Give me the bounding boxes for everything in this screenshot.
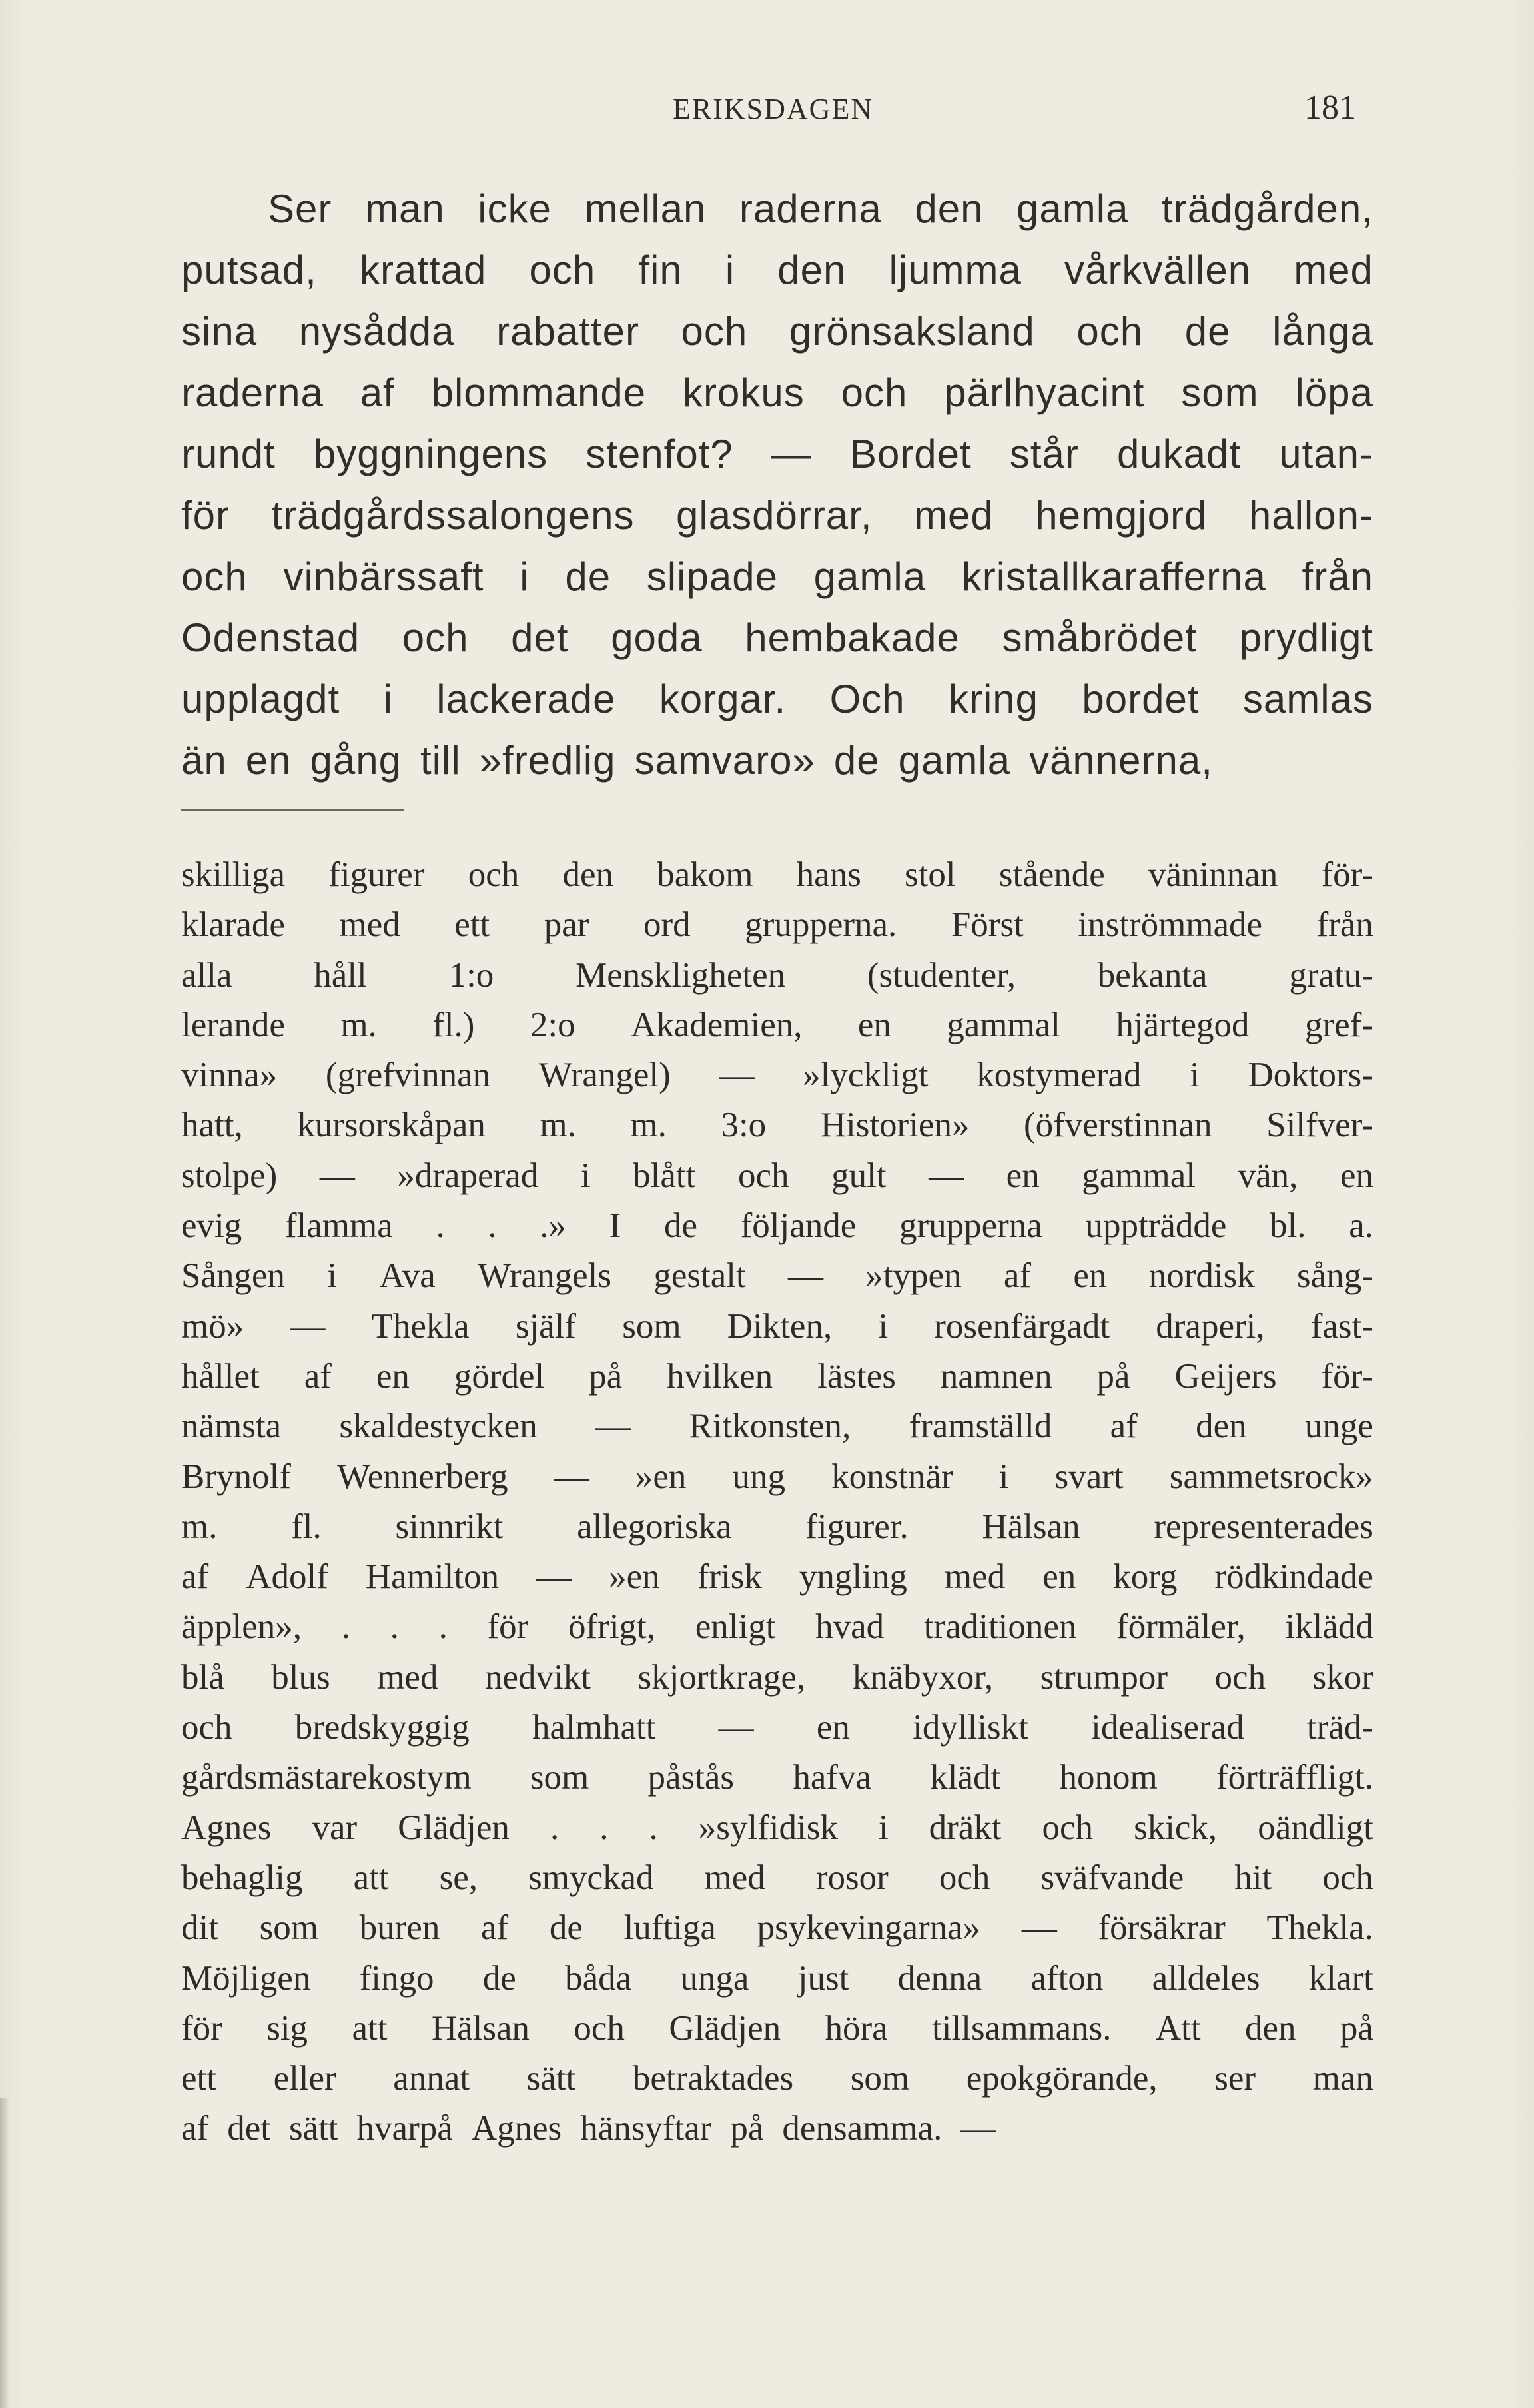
footnote-line: Sången i Ava Wrangels gestalt — »typen af en nordisk sång- (181, 1256, 1373, 1296)
main-text-line: Odenstad och det goda hembakade småbrödet prydligt (181, 615, 1373, 660)
binding-shadow (0, 2098, 9, 2408)
main-text-line: sina nysådda rabatter och grönsaksland och de långa (181, 309, 1373, 354)
footnote-line: klarade med ett par ord grupperna. Först inströmmade från (181, 905, 1373, 945)
footnote-line: m. fl. sinnrikt allegoriska figurer. Hälsan representerades (181, 1507, 1373, 1546)
main-text-line: och vinbärssaft i de slipade gamla kristallkarafferna från (181, 554, 1373, 599)
main-text-line: raderna af blommande krokus och pärlhyacint som löpa (181, 370, 1373, 415)
footnote-line: blå blus med nedvikt skjortkrage, knäbyxor, strumpor och skor (181, 1657, 1373, 1697)
main-text-line: än en gång till »fredlig samvaro» de gamla vännerna, (181, 738, 1213, 783)
main-text-block (181, 179, 1373, 791)
footnote-line: af Adolf Hamilton — »en frisk yngling med en korg rödkindade (181, 1557, 1373, 1597)
footnote-line: alla håll 1:o Menskligheten (studenter, bekanta gratu- (181, 955, 1373, 995)
footnote-line: vinna» (grefvinnan Wrangel) — »lyckligt kostymerad i Doktors- (181, 1056, 1373, 1095)
main-text-line: putsad, krattad och fin i den ljumma vårkvällen med (181, 248, 1373, 292)
footnote-line: af det sätt hvarpå Agnes hänsyftar på densamma. — (181, 2109, 996, 2148)
footnote-line: för sig att Hälsan och Glädjen höra tillsammans. Att den på (181, 2008, 1373, 2048)
main-text-line: upplagdt i lackerade korgar. Och kring bordet samlas (181, 677, 1373, 721)
footnote-line: Möjligen fingo de båda unga just denna afton alldeles klart (181, 1958, 1373, 1998)
page-number: 181 (1304, 89, 1356, 127)
footnote-line: evig flamma . . .» I de följande grupperna uppträdde bl. a. (181, 1206, 1373, 1246)
footnote-line: hållet af en gördel på hvilken lästes namnen på Geijers för- (181, 1356, 1373, 1396)
footnote-line: skilliga figurer och den bakom hans stol stående väninnan för- (181, 855, 1373, 894)
main-text-line: rundt byggningens stenfot? — Bordet står dukadt utan- (181, 432, 1373, 476)
footnote-line: behaglig att se, smyckad med rosor och sväfvande hit och (181, 1858, 1373, 1897)
running-head: ERIKSDAGEN (673, 93, 874, 125)
footnote-line: stolpe) — »draperad i blått och gult — en gammal vän, en (181, 1156, 1373, 1195)
footnote-line: nämsta skaldestycken — Ritkonsten, framställd af den unge (181, 1407, 1373, 1446)
footnote-separator-rule (181, 809, 404, 811)
footnote-line: äpplen», . . . för öfrigt, enligt hvad traditionen förmäler, iklädd (181, 1607, 1373, 1647)
footnote-line: Agnes var Glädjen . . . »sylfidisk i dräkt och skick, oändligt (181, 1808, 1373, 1847)
footnote-line: dit som buren af de luftiga psykevingarna» — försäkrar Thekla. (181, 1908, 1373, 1948)
footnote-line: mö» — Thekla själf som Dikten, i rosenfärgadt draperi, fast- (181, 1306, 1373, 1346)
footnote-line: lerande m. fl.) 2:o Akademien, en gammal hjärtegod gref- (181, 1005, 1373, 1044)
footnote-line: och bredskyggig halmhatt — en idylliskt idealiserad träd- (181, 1708, 1373, 1747)
footnote-line: ett eller annat sätt betraktades som epokgörande, ser man (181, 2059, 1373, 2098)
footnote-text-block (181, 850, 1373, 2154)
footnote-line: Brynolf Wennerberg — »en ung konstnär i svart sammetsrock» (181, 1457, 1373, 1496)
main-text-line: Ser man icke mellan raderna den gamla trädgården, (268, 187, 1373, 231)
footnote-line: gårdsmästarekostym som påstås hafva klädt honom förträffligt. (181, 1758, 1373, 1797)
main-text-line: för trädgårdssalongens glasdörrar, med hemgjord hallon- (181, 493, 1373, 538)
footnote-line: hatt, kursorskåpan m. m. 3:o Historien» (öfverstinnan Silfver- (181, 1106, 1373, 1145)
